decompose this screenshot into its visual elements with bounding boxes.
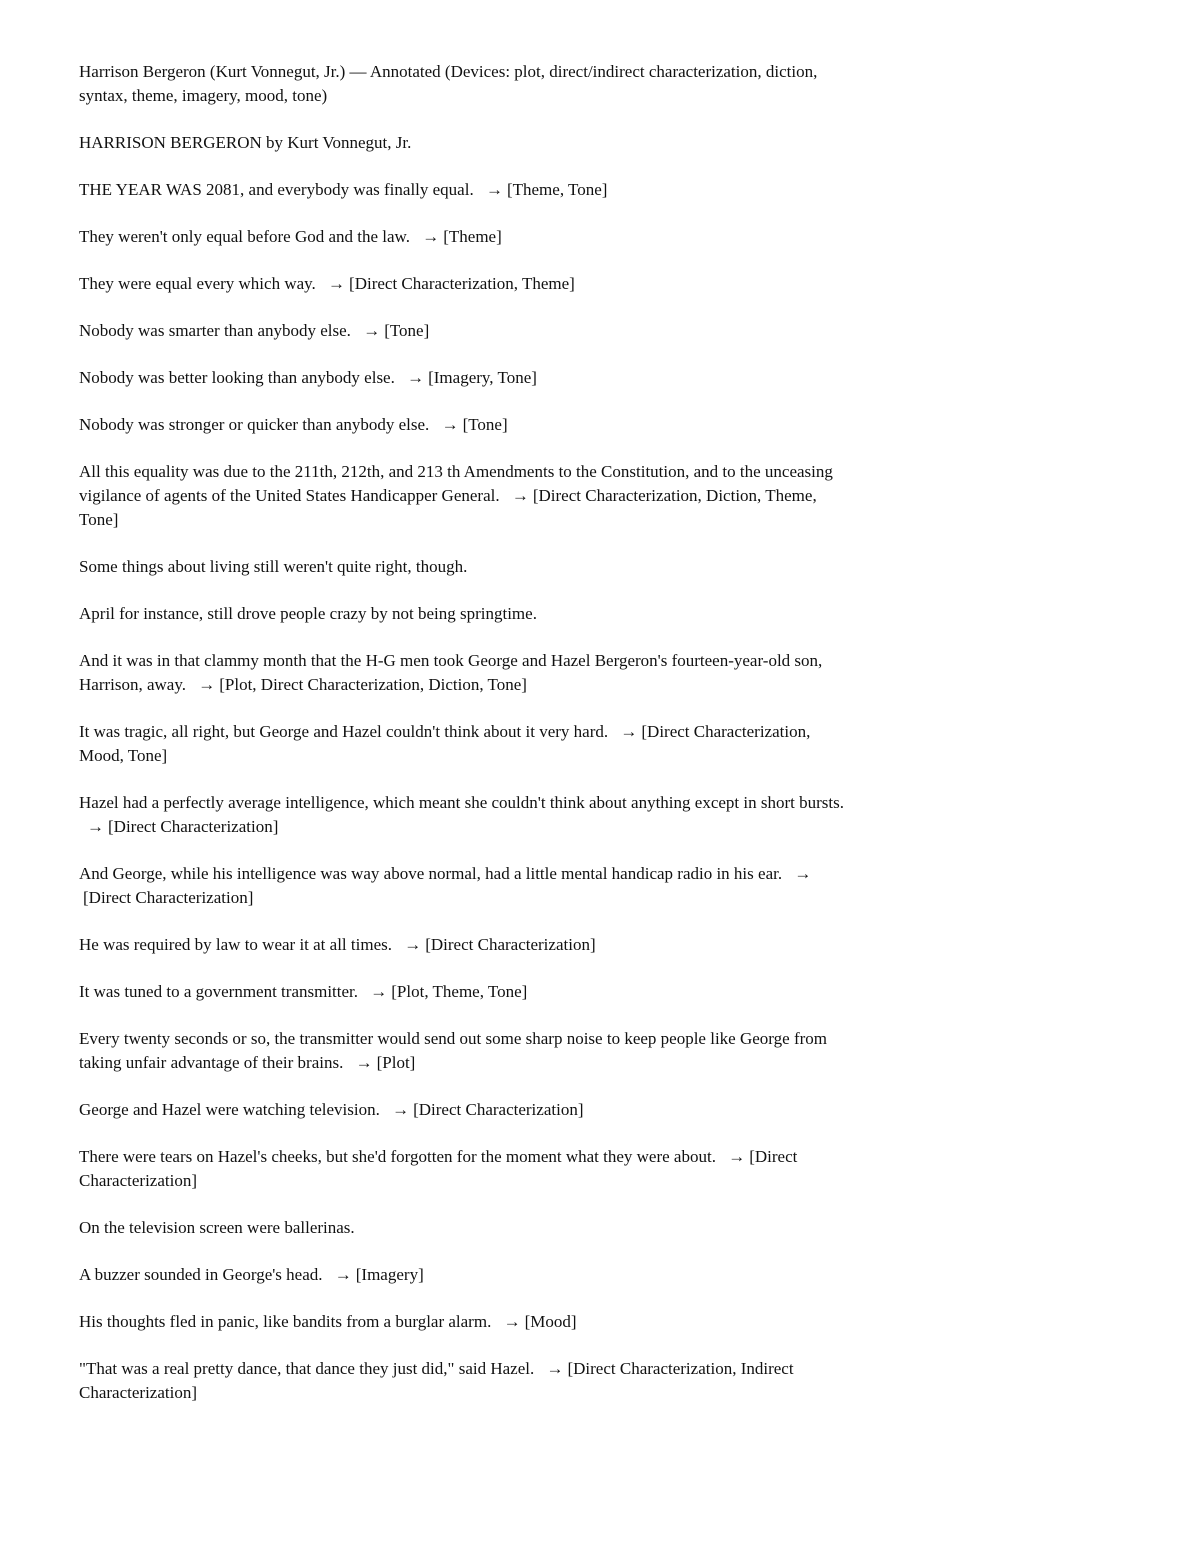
- annotated-paragraph: [79, 791, 849, 839]
- device-tags: [Direct Characterization, Diction, Theme, Tone]: [79, 486, 817, 529]
- device-tags: [Imagery]: [355, 1265, 424, 1284]
- arrow-icon: →: [511, 486, 529, 505]
- paragraph-text: On the television screen were ballerinas.: [79, 1218, 355, 1237]
- device-tags: [Plot, Theme, Tone]: [391, 982, 528, 1001]
- annotated-paragraph: [79, 366, 849, 390]
- device-tags: [Direct Characterization, Indirect Characterization]: [79, 1359, 794, 1402]
- arrow-icon: →: [794, 864, 812, 883]
- story-title: HARRISON BERGERON by Kurt Vonnegut, Jr.: [79, 133, 412, 152]
- annotated-paragraph: [79, 1145, 849, 1193]
- device-tags: [Tone]: [462, 415, 508, 434]
- arrow-icon: →: [404, 935, 422, 954]
- arrow-icon: →: [503, 1312, 521, 1331]
- paragraph-text: And it was in that clammy month that the H-G men took George and Hazel Bergeron's fourteen-year-old son, Harrison, away.: [79, 651, 823, 694]
- annotated-paragraph: [79, 862, 849, 910]
- arrow-icon: →: [485, 180, 503, 199]
- arrow-icon: →: [422, 227, 440, 246]
- arrow-icon: →: [441, 415, 459, 434]
- annotated-paragraphs: [79, 178, 849, 1405]
- arrow-icon: →: [392, 1100, 410, 1119]
- annotated-paragraph: [79, 1098, 849, 1122]
- paragraph-text: It was tragic, all right, but George and Hazel couldn't think about it very hard.: [79, 722, 609, 741]
- annotated-paragraph: [79, 1310, 849, 1334]
- device-tags: [Direct Characterization, Mood, Tone]: [79, 722, 811, 765]
- device-tags: [Mood]: [524, 1312, 577, 1331]
- paragraph-text: April for instance, still drove people crazy by not being springtime.: [79, 604, 537, 623]
- annotated-paragraph: [79, 413, 849, 437]
- paragraph-text: Nobody was smarter than anybody else.: [79, 321, 351, 340]
- paragraph-text: "That was a real pretty dance, that dance they just did," said Hazel.: [79, 1359, 535, 1378]
- device-tags: [Direct Characterization]: [108, 817, 279, 836]
- device-tags: [Direct Characterization]: [413, 1100, 584, 1119]
- annotated-paragraph: [79, 460, 849, 532]
- arrow-icon: →: [407, 368, 425, 387]
- annotated-paragraph: [79, 225, 849, 249]
- device-tags: [Direct Characterization]: [83, 888, 254, 907]
- paragraph-text: Nobody was better looking than anybody else.: [79, 368, 395, 387]
- arrow-icon: →: [355, 1053, 373, 1072]
- annotated-paragraph: [79, 319, 849, 343]
- document-page: [79, 60, 849, 1428]
- arrow-icon: →: [728, 1147, 746, 1166]
- device-tags: [Direct Characterization]: [425, 935, 596, 954]
- arrow-icon: →: [328, 274, 346, 293]
- paragraph-text: Every twenty seconds or so, the transmitter would send out some sharp noise to keep people like George from taking unfair advantage of their brains.: [79, 1029, 827, 1072]
- annotated-paragraph: [79, 178, 849, 202]
- arrow-icon: →: [546, 1359, 564, 1378]
- arrow-icon: →: [87, 817, 104, 836]
- paragraph-text: THE YEAR WAS 2081, and everybody was finally equal.: [79, 180, 474, 199]
- arrow-icon: →: [620, 722, 638, 741]
- device-tags: [Theme]: [443, 227, 502, 246]
- annotated-paragraph: [79, 602, 849, 626]
- annotated-paragraph: [79, 1216, 849, 1240]
- annotated-paragraph: [79, 1027, 849, 1075]
- paragraph-text: Some things about living still weren't quite right, though.: [79, 557, 468, 576]
- paragraph-text: All this equality was due to the 211th, 212th, and 213 th Amendments to the Constitution, and to the unceasing vigilance of agents of the United States Handicapper General.: [79, 462, 833, 505]
- arrow-icon: →: [363, 321, 381, 340]
- paragraph-text: Nobody was stronger or quicker than anybody else.: [79, 415, 430, 434]
- device-tags: [Direct Characterization]: [79, 1147, 798, 1190]
- annotated-paragraph: [79, 1357, 849, 1405]
- arrow-icon: →: [198, 675, 216, 694]
- annotated-paragraph: [79, 933, 849, 957]
- paragraph-text: He was required by law to wear it at all times.: [79, 935, 392, 954]
- device-tags: [Theme, Tone]: [506, 180, 608, 199]
- device-tags: [Plot, Direct Characterization, Diction, Tone]: [219, 675, 527, 694]
- paragraph-text: George and Hazel were watching television.: [79, 1100, 380, 1119]
- paragraph-text: It was tuned to a government transmitter.: [79, 982, 359, 1001]
- paragraph-text: They weren't only equal before God and the law.: [79, 227, 410, 246]
- device-tags: [Imagery, Tone]: [428, 368, 537, 387]
- arrow-icon: →: [370, 982, 388, 1001]
- paragraph-text: A buzzer sounded in George's head.: [79, 1265, 323, 1284]
- annotated-paragraph: [79, 649, 849, 697]
- annotated-paragraph: [79, 980, 849, 1004]
- annotated-paragraph: [79, 272, 849, 296]
- device-tags: [Tone]: [384, 321, 430, 340]
- document-header: Harrison Bergeron (Kurt Vonnegut, Jr.) — Annotated (Devices: plot, direct/indirect characterization, diction, syntax, theme, imagery, mood, tone): [79, 62, 818, 105]
- paragraph-text: Hazel had a perfectly average intelligence, which meant she couldn't think about anything except in short bursts.: [79, 793, 844, 812]
- annotated-paragraph: [79, 555, 849, 579]
- paragraph-text: There were tears on Hazel's cheeks, but she'd forgotten for the moment what they were about.: [79, 1147, 716, 1166]
- device-tags: [Plot]: [376, 1053, 416, 1072]
- paragraph-text: And George, while his intelligence was way above normal, had a little mental handicap radio in his ear.: [79, 864, 783, 883]
- annotated-paragraph: [79, 720, 849, 768]
- annotated-paragraph: [79, 1263, 849, 1287]
- device-tags: [Direct Characterization, Theme]: [349, 274, 575, 293]
- arrow-icon: →: [334, 1265, 352, 1284]
- paragraph-text: His thoughts fled in panic, like bandits from a burglar alarm.: [79, 1312, 492, 1331]
- paragraph-text: They were equal every which way.: [79, 274, 316, 293]
